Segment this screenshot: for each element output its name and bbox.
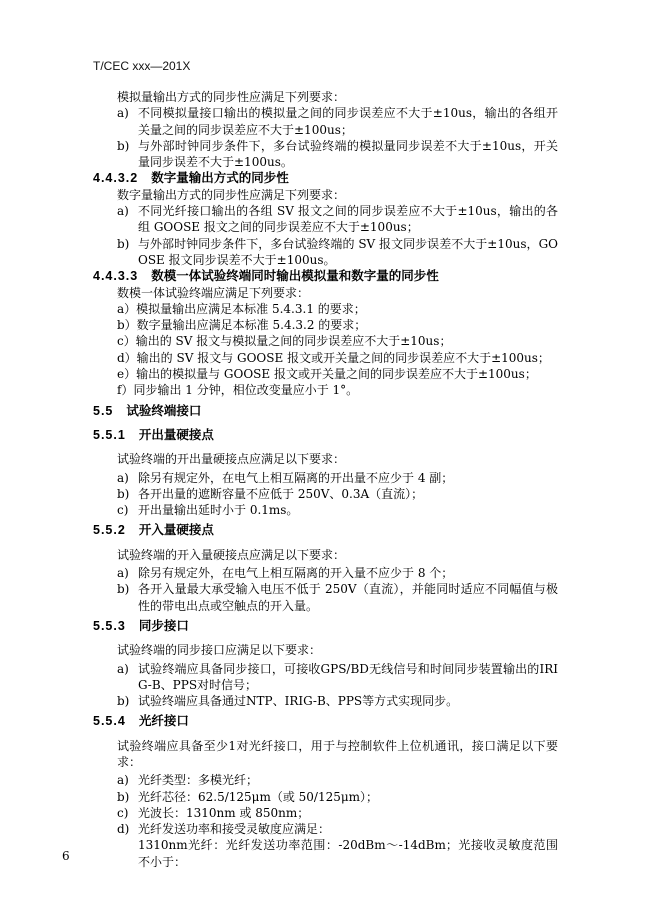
list-item-text: 不同光纤接口输出的各组 SV 报文之间的同步误差应不大于±10us，输出的各组 GOOSE 报文之间的同步误差应不大于±100us；	[138, 204, 558, 235]
paragraph-output-contact-intro: 试验终端的开出量硬接点应满足以下要求：	[117, 452, 346, 467]
list-item-marker: b)	[117, 694, 130, 709]
list-item-text: 不同模拟量接口输出的模拟量之间的同步误差应不大于±10us，输出的各组开关量之间的同步误差应不大于±100us；	[138, 106, 558, 137]
list-item-text: 各开出量的遮断容量不应低于 250V、0.3A（直流）；	[138, 486, 424, 501]
list-item: b）数字量输出应满足本标准 5.4.3.2 的要求；	[117, 318, 367, 333]
document-header: T/CEC xxx—201X	[93, 59, 191, 73]
list-item: f）同步输出 1 分钟，相位改变量应小于 1°。	[117, 383, 359, 398]
list-item-text: 各开入量最大承受输入电压不低于 250V（直流），并能同时适应不同幅值与极性的带电出点或空触点的开入量。	[138, 582, 558, 613]
list-item: e）输出的模拟量与 GOOSE 报文或开关量之间的同步误差应不大于±100us；	[117, 367, 537, 382]
section-title: 开出量硬接点	[138, 427, 214, 442]
list-item-text: 光波长：1310nm 或 850nm；	[138, 805, 310, 820]
list-item-marker: a)	[117, 566, 129, 581]
list-item	[93, 821, 558, 837]
list-item-text: 与外部时钟同步条件下，多台试验终端的 SV 报文同步误差不大于±10us，GOOSE 报文同步误差不大于±100us。	[138, 236, 558, 267]
section-number: 5.5	[93, 403, 114, 418]
section-heading-5-5-3	[93, 618, 558, 634]
section-heading-5-5-2	[93, 522, 558, 538]
list-item	[93, 470, 558, 486]
list-item	[93, 502, 558, 518]
list-item	[93, 581, 558, 614]
document-body	[93, 89, 558, 870]
list-item-marker: d)	[117, 822, 130, 837]
section-number: 5.5.2	[93, 523, 126, 538]
list-item	[93, 486, 558, 502]
section-heading-5-5	[93, 403, 558, 419]
section-number: 4.4.3.3	[93, 269, 139, 284]
list-item-text: 与外部时钟同步条件下，多台试验终端的模拟量同步误差不大于±10us，开关量同步误差不大于±100us。	[138, 138, 558, 170]
paragraph-fiber-interface-intro: 试验终端应具备至少1对光纤接口，用于与控制软件上位机通讯，接口满足以下要求：	[117, 738, 558, 769]
list-item	[93, 138, 558, 171]
list-item-text: 开出量输出延时小于 0.1ms。	[138, 503, 299, 518]
list-item	[93, 236, 558, 269]
section-number: 4.4.3.2	[93, 171, 139, 186]
list-item-marker: a)	[117, 773, 129, 788]
list-item-marker: a)	[117, 106, 129, 121]
list-item-text: 除另有规定外，在电气上相互隔离的开入量不应少于 8 个；	[138, 566, 454, 581]
paragraph-hybrid-intro: 数模一体试验终端应满足下列要求：	[117, 285, 310, 300]
list-item: c）输出的 SV 报文与模拟量之间的同步误差应不大于±10us；	[117, 334, 452, 349]
list-item: d）输出的 SV 报文与 GOOSE 报文或开关量之间的同步误差应不大于±100us；	[117, 350, 550, 365]
list-item-text: 试验终端应具备通过NTP、IRIG-B、PPS等方式实现同步。	[138, 694, 459, 709]
section-title: 开入量硬接点	[138, 523, 214, 538]
section-title: 数字量输出方式的同步性	[151, 171, 289, 186]
list-item	[93, 105, 558, 138]
section-title: 试验终端接口	[126, 403, 202, 418]
list-item-marker: c)	[117, 805, 129, 820]
list-item-text: 光纤类型：多模光纤；	[138, 773, 259, 788]
list-item-marker: b)	[117, 236, 130, 251]
section-heading-4-4-3-2	[93, 170, 558, 186]
paragraph-input-contact-intro: 试验终端的开入量硬接点应满足以下要求：	[117, 547, 346, 562]
section-number: 5.5.3	[93, 618, 126, 633]
section-heading-5-5-1	[93, 427, 558, 443]
list-item	[93, 772, 558, 788]
section-title: 同步接口	[138, 618, 189, 633]
section-title: 光纤接口	[138, 714, 189, 729]
list-item-marker: b)	[117, 582, 130, 597]
list-item-marker: a)	[117, 470, 129, 485]
list-item-marker: a)	[117, 204, 129, 219]
list-item-marker: a)	[117, 661, 129, 676]
paragraph-sync-digital-intro: 数字量输出方式的同步性应满足下列要求：	[117, 187, 346, 202]
section-number: 5.5.4	[93, 714, 126, 729]
list-item-marker: b)	[117, 789, 130, 804]
paragraph-sync-interface-intro: 试验终端的同步接口应满足以下要求：	[117, 643, 322, 658]
list-item	[93, 693, 558, 709]
list-item-text: 光纤芯径：62.5/125μm（或 50/125μm）；	[138, 789, 379, 804]
list-item-marker: b)	[117, 138, 130, 153]
list-item	[93, 805, 558, 821]
section-heading-4-4-3-3	[93, 268, 558, 284]
list-item	[93, 565, 558, 581]
list-item	[93, 203, 558, 236]
list-item-continuation: 1310nm光纤：光纤发送功率范围：-20dBm～-14dBm；光接收灵敏度范围不小于：	[138, 838, 558, 869]
list-item-marker: c)	[117, 503, 129, 518]
section-title: 数模一体试验终端同时输出模拟量和数字量的同步性	[151, 269, 439, 284]
section-heading-5-5-4	[93, 713, 558, 729]
list-item-text: 光纤发送功率和接受灵敏度应满足：	[138, 822, 331, 837]
list-item	[93, 789, 558, 805]
list-item-text: 除另有规定外，在电气上相互隔离的开出量不应少于 4 副；	[138, 470, 454, 485]
paragraph-sync-analog-intro: 模拟量输出方式的同步性应满足下列要求：	[117, 90, 346, 104]
list-item	[93, 661, 558, 694]
list-item-marker: b)	[117, 486, 130, 501]
list-item-text: 试验终端应具备同步接口，可接收GPS/BD无线信号和时间同步装置输出的IRIG-B、PPS对时信号；	[138, 661, 558, 692]
section-number: 5.5.1	[93, 427, 126, 442]
list-item: a）模拟量输出应满足本标准 5.4.3.1 的要求；	[117, 301, 366, 316]
page-number: 6	[62, 849, 70, 863]
